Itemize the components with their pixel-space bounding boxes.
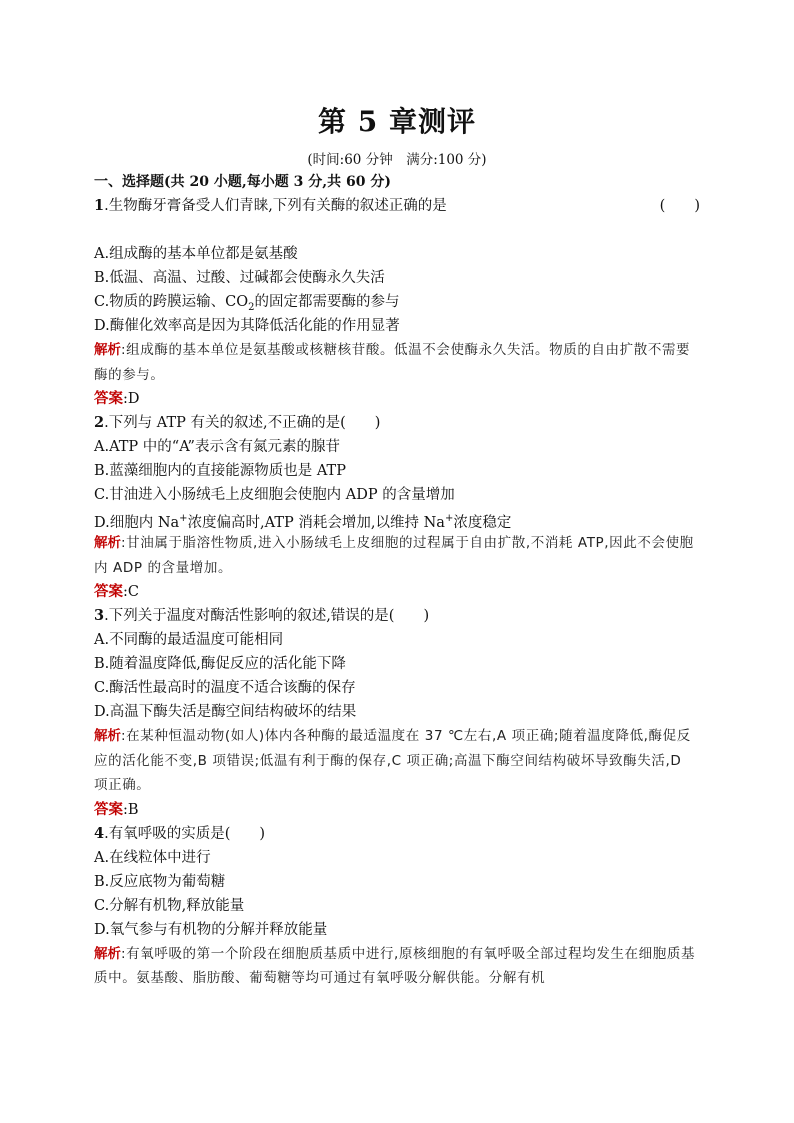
analysis-text: :组成酶的基本单位是氨基酸或核糖核苷酸。低温不会使酶永久失活。物质的自由扩散不需要酶的参与。 [94,342,691,383]
question-1-stem [94,194,700,218]
analysis [94,724,700,798]
option-a: A.组成酶的基本单位都是氨基酸 [94,246,298,262]
option-d-text-b: 浓度偏高时,ATP 消耗会增加,以维持 Na [187,514,445,531]
question-2-stem [94,411,700,435]
option-d: D.酶催化效率高是因为其降低活化能的作用显著 [94,318,400,334]
option-b: B.随着温度降低,酶促反应的活化能下降 [94,656,346,672]
analysis-label: 解析 [94,728,121,744]
superscript: + [444,513,454,524]
option-c-text: C.物质的跨膜运输、CO [94,294,249,310]
answer [94,580,700,604]
option-c: C.酶活性最高时的温度不适合该酶的保存 [94,680,356,696]
analysis [94,531,700,580]
analysis-label: 解析 [94,342,121,358]
answer [94,387,700,411]
answer-label: 答案 [94,390,123,407]
question-list [94,170,700,991]
question-text: .生物酶牙膏备受人们青睐,下列有关酶的叙述正确的是 [104,198,447,214]
answer-value: :D [123,391,140,407]
option-c: C.甘油进入小肠绒毛上皮细胞会使胞内 ADP 的含量增加 [94,487,455,503]
analysis-label: 解析 [94,945,121,962]
page-title: 第 5 章测评 [318,105,476,138]
option-a: A.在线粒体中进行 [94,849,211,866]
exam-info: (时间:60 分钟 满分:100 分) [307,152,487,168]
question-number: 1 [94,197,105,214]
question-3-stem [94,604,700,628]
question-number: 4 [94,824,105,842]
option-c [94,290,700,314]
answer-label: 答案 [94,800,123,818]
option-b: B.反应底物为葡萄糖 [94,873,226,890]
spacer [94,218,700,242]
question-text: .有氧呼吸的实质是( ) [104,825,266,842]
question-text: .下列与 ATP 有关的叙述,不正确的是( ) [104,415,381,431]
option-b: B.低温、高温、过酸、过碱都会使酶永久失活 [94,270,385,286]
analysis-text: :在某种恒温动物(如人)体内各种酶的最适温度在 37 ℃左右,A 项正确;随着温度降低,酶促反应的活化能不变,B 项错误;低温有利于酶的保存,C 项正确;高温下酶空间结构破坏导致酶失活,D 项正确。 [94,728,691,793]
analysis-text: :有氧呼吸的第一个阶段在细胞质基质中进行,原核细胞的有氧呼吸全部过程均发生在细胞质基质中。氨基酸、脂肪酸、葡萄糖等均可通过有氧呼吸分解供能。分解有机 [94,945,696,986]
option-c-tail: 的固定都需要酶的参与 [254,294,400,310]
analysis [94,338,700,387]
option-d-text-c: 浓度稳定 [453,514,512,531]
answer-value: :B [123,801,139,818]
option-b: B.蓝藻细胞内的直接能源物质也是 ATP [94,463,346,479]
option-c: C.分解有机物,释放能量 [94,897,245,914]
option-d: D.氧气参与有机物的分解并释放能量 [94,921,328,938]
section-heading: 一、选择题(共 20 小题,每小题 3 分,共 60 分) [94,174,391,190]
question-text: .下列关于温度对酶活性影响的叙述,错误的是( ) [104,608,430,624]
option-a: A.不同酶的最适温度可能相同 [94,632,284,648]
option-d-text-a: D.细胞内 Na [94,514,180,531]
analysis-label: 解析 [94,535,121,551]
option-d [94,507,700,531]
answer-label: 答案 [94,583,123,600]
question-number: 3 [94,607,105,624]
subscript: 2 [248,301,255,313]
analysis-text: :甘油属于脂溶性物质,进入小肠绒毛上皮细胞的过程属于自由扩散,不消耗 ATP,因此不会使胞内 ADP 的含量增加。 [94,535,694,576]
analysis [94,942,700,991]
answer [94,798,700,822]
answer-value: :C [123,584,139,600]
option-d: D.高温下酶失活是酶空间结构破坏的结果 [94,704,357,720]
question-4-stem [94,822,700,846]
question-number: 2 [94,414,105,431]
answer-blank: ( ) [659,198,700,214]
superscript: + [179,513,188,524]
option-a: A.ATP 中的“A”表示含有氮元素的腺苷 [94,439,340,455]
